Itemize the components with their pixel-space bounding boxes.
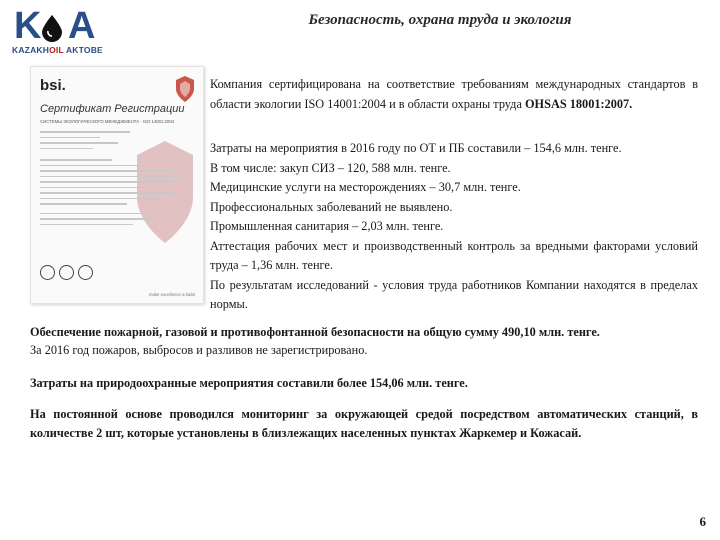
company-logo: [6, 4, 106, 56]
logo-letter-a: A: [68, 5, 96, 47]
safety-cost-list: [210, 139, 698, 315]
accreditation-badges: [40, 265, 97, 285]
list-item: По результатам исследований - условия труда работников Компании находятся в пределах нормы.: [210, 277, 698, 311]
certificate-standard: СИСТЕМЫ ЭКОЛОГИЧЕСКОГО МЕНЕДЖМЕНТА · ISO 14001:2004: [40, 119, 175, 124]
logo-letter-k: K: [14, 5, 40, 47]
certificate-image: [30, 66, 204, 304]
ukas-badge-icon: [40, 265, 55, 280]
list-item: Затраты на мероприятия в 2016 году по ОТ и ПБ составили – 154,6 млн. тенге.: [210, 141, 622, 155]
fire-safety-headline: Обеспечение пожарной, газовой и противофонтанной безопасности на общую сумму 490,10 млн. тенге.: [30, 325, 600, 339]
page-number: 6: [699, 514, 706, 529]
certificate-text-block: [40, 131, 190, 229]
list-item: В том числе: закуп СИЗ – 120, 588 млн. тенге.: [210, 160, 451, 175]
certificate-title: Сертификат Регистрации: [40, 103, 185, 115]
environmental-monitoring: На постоянной основе проводился мониторинг за окружающей средой посредством автоматических станций, в количестве 2 шт, которые установлены в близлежащих населенных пунктах Жаркемер и Кожасай.: [30, 407, 698, 440]
certificate-brand: bsi.: [40, 77, 66, 94]
fire-safety-note: За 2016 год пожаров, выбросов и разливов не зарегистрировано.: [30, 343, 368, 357]
list-item: Аттестация рабочих мест и производственный контроль за вредными факторами условий труда – 1,36 млн. тенге.: [210, 238, 698, 272]
iaf-badge-icon: [78, 265, 93, 280]
list-item: Медицинские услуги на месторождениях – 30,7 млн. тенге.: [210, 180, 521, 194]
anab-badge-icon: [59, 265, 74, 280]
oil-drop-icon: [40, 14, 64, 42]
certificate-footer: make excellence a habit: [148, 292, 195, 297]
logo-wordmark: KAZAKHOIL AKTOBE: [12, 45, 103, 55]
seal-icon: [174, 75, 196, 103]
certification-statement: Компания сертифицирована на соответствие требованиям международных стандартов в области экологии ISO 14001:2004 и в области охраны труда OHSAS 18001:2007.: [210, 77, 698, 111]
ohsas-standard: OHSAS 18001:2007.: [524, 96, 633, 111]
page-title: Безопасность, охрана труда и экология: [308, 12, 572, 28]
list-item: Промышленная санитария – 2,03 млн. тенге.: [210, 219, 444, 233]
list-item: Профессиональных заболеваний не выявлено.: [210, 199, 453, 214]
environmental-costs: Затраты на природоохранные мероприятия составили более 154,06 млн. тенге.: [30, 376, 468, 390]
